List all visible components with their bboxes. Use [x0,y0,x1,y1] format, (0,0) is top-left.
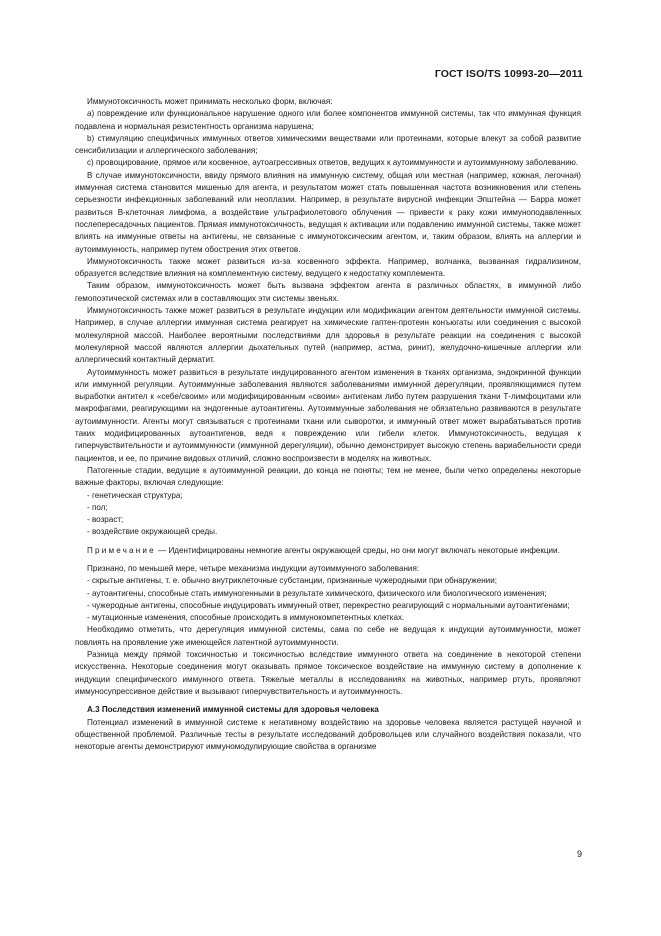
paragraph: Потенциал изменений в иммунной системе к негативному воздействию на здоровье человека является растущей научной и общественной проблемой. Различные тесты в результате исследований добровольцев или случайного воздействия показали, что некоторые агенты демонстрируют иммуномодулирующие свойства в организме [75,717,581,752]
list-item: - пол; [87,502,108,512]
list-item: - возраст; [87,515,124,525]
list-item: - воздействие окружающей среды. [87,527,218,537]
paragraph: Иммунотоксичность также может развиться из-за косвенного эффекта. Например, волчанка, вызванная гидрализином, образуется вследствие влияния на комплементную систему, ведущего к недостатку комплемента. [75,256,581,279]
page-number: 9 [576,849,582,859]
list-item: с) провоцирование, прямое или косвенное, аутоагрессивных ответов, ведущих к аутоиммунности и аутоиммунному заболеванию. [87,158,579,168]
list-item: - генетическая структура; [87,490,183,500]
list-item: - чужеродные антигены, способные индуцировать иммунный ответ, перекрестно реагирующий с нормальными аутоантигенами; [87,600,570,610]
paragraph: Разница между прямой токсичностью и токсичностью вследствие иммунного ответа на соединение в некоторой степени искусственна. Некоторые соединения могут оказывать прямое токсическое воздействие на иммунную систему в дополнение к индукции специфического иммунного ответа. Тяжелые металлы в исследованиях на животных, например ртуть, проявляют иммуносупрессивное действие и вызывают гиперчувствительность и аутоиммунность. [75,650,581,696]
document-body [75,96,581,753]
paragraph: Иммунотоксичность может принимать несколько форм, включая: [87,97,333,106]
list-item: b) стимуляцию специфичных иммунных ответов химическими веществами или протеинами, которые влекут за собой развитие сенсибилизации и аллергического заболевания; [75,133,581,156]
paragraph: В случае иммунотоксичности, ввиду прямого влияния на иммунную систему, общая или местная (например, кожная, легочная) иммунная система становится мишенью для агента, и результатом может стать повышенная частота возникновения или степень серьезности инфекционных заболеваний или неоплазии. Например, в результате вирусной инфекции Эпштейна — Барра может развиться В-клеточная лимфома, а воздействие ультрафиолетового облучения — привести к раку кожи иммуноподавленных послепересадочных пациентов. Прямая иммунотоксичность, ведущая к активации или подавлению иммунной системы, также может влиять на иммунные ответы на антигены, не связанные с иммунотоксическим агентом, и, таким образом, влиять на аллергии и аутоиммунность, например путем обострения этих ответов. [75,170,581,254]
list-item: а) повреждение или функциональное нарушение одного или более компонентов иммунной системы, так что иммунная функция подавлена и нормальная резистентность организма нарушена; [75,109,581,131]
paragraph: Таким образом, иммунотоксичность может быть вызвана эффектом агента в различных областях, в иммунной либо гемопоэтической системах или в составляющих эти системы звеньях. [75,281,581,303]
paragraph: Аутоиммунность может развиться в результате индуцированного агентом изменения в тканях организма, эндокринной функции или иммунной регуляции. Аутоиммунные заболевания являются заболеваниями иммунной дерегуляции, проявляющимися путем выработки антител к «себе/своим» или модифицированным «своим» антигенам либо путем разрушения ткани Т-лимфоцитами или макрофагами, реагирующими на эндогенные аутоантигены. Аутоиммунные заболевания не обязательно развиваются в результате аутоиммунности. Агенты могут связываться с протеинами ткани или сыворотки, и иммунный ответ может вырабатываться против таких модифицированных аутоантигенов, ведя к повреждению или гибели клеток. Иммунотоксичность, ведущая к гиперчувствительности и аутоиммунности (иммунной дерегуляции), обычно демонстрирует высокую степень вариабельности среди пациентов, и ее, по причине видовых отличий, сложно воспроизвести в моделях на животных. [75,367,581,463]
paragraph: Патогенные стадии, ведущие к аутоиммунной реакции, до конца не поняты; тем не менее, были четко определены некоторые важные факторы, включая следующие: [75,465,581,488]
note-text: — Идентифицированы немногие агенты окружающей среды, но они могут включать некоторые инфекции. [155,545,560,555]
paragraph: Признано, по меньшей мере, четыре механизма индукции аутоиммунного заболевания: [87,563,420,573]
note-label: Примечание [87,545,156,555]
list-item: - аутоантигены, способные стать иммуногенными в результате химического, физического или биологического изменения; [87,588,547,598]
paragraph: Необходимо отметить, что дерегуляция иммунной системы, сама по себе не ведущая к индукции аутоиммунности, может повлиять на проявление уже имеющейся латентной аутоиммунности. [75,625,581,647]
document-header: ГОСТ ISO/TS 10993-20—2011 [434,68,583,80]
list-item: - мутационные изменения, способные происходить в иммунокомпетентных клетках. [87,613,405,623]
list-item: - скрытые антигены, т. е. обычно внутриклеточные субстанции, признанные чужеродными при обнаружении; [87,576,497,586]
note [75,545,581,557]
paragraph: Иммунотоксичность также может развиться в результате индукции или модификации агентом деятельности иммунной системы. Например, в случае аллергии иммунная система реагирует на химические гаптен-протеин конъюгаты или соединения с высокой молекулярной массой. Наиболее вероятными последствиями для здоровья в результате реакции на соединения с высокой молекулярной массой являются аллергии дыхательных путей (например, астма, ринит), желудочно-кишечные аллергии или аллергический контактный дерматит. [75,306,581,365]
section-heading: А.3 Последствия изменений иммунной системы для здоровья человека [87,705,379,715]
